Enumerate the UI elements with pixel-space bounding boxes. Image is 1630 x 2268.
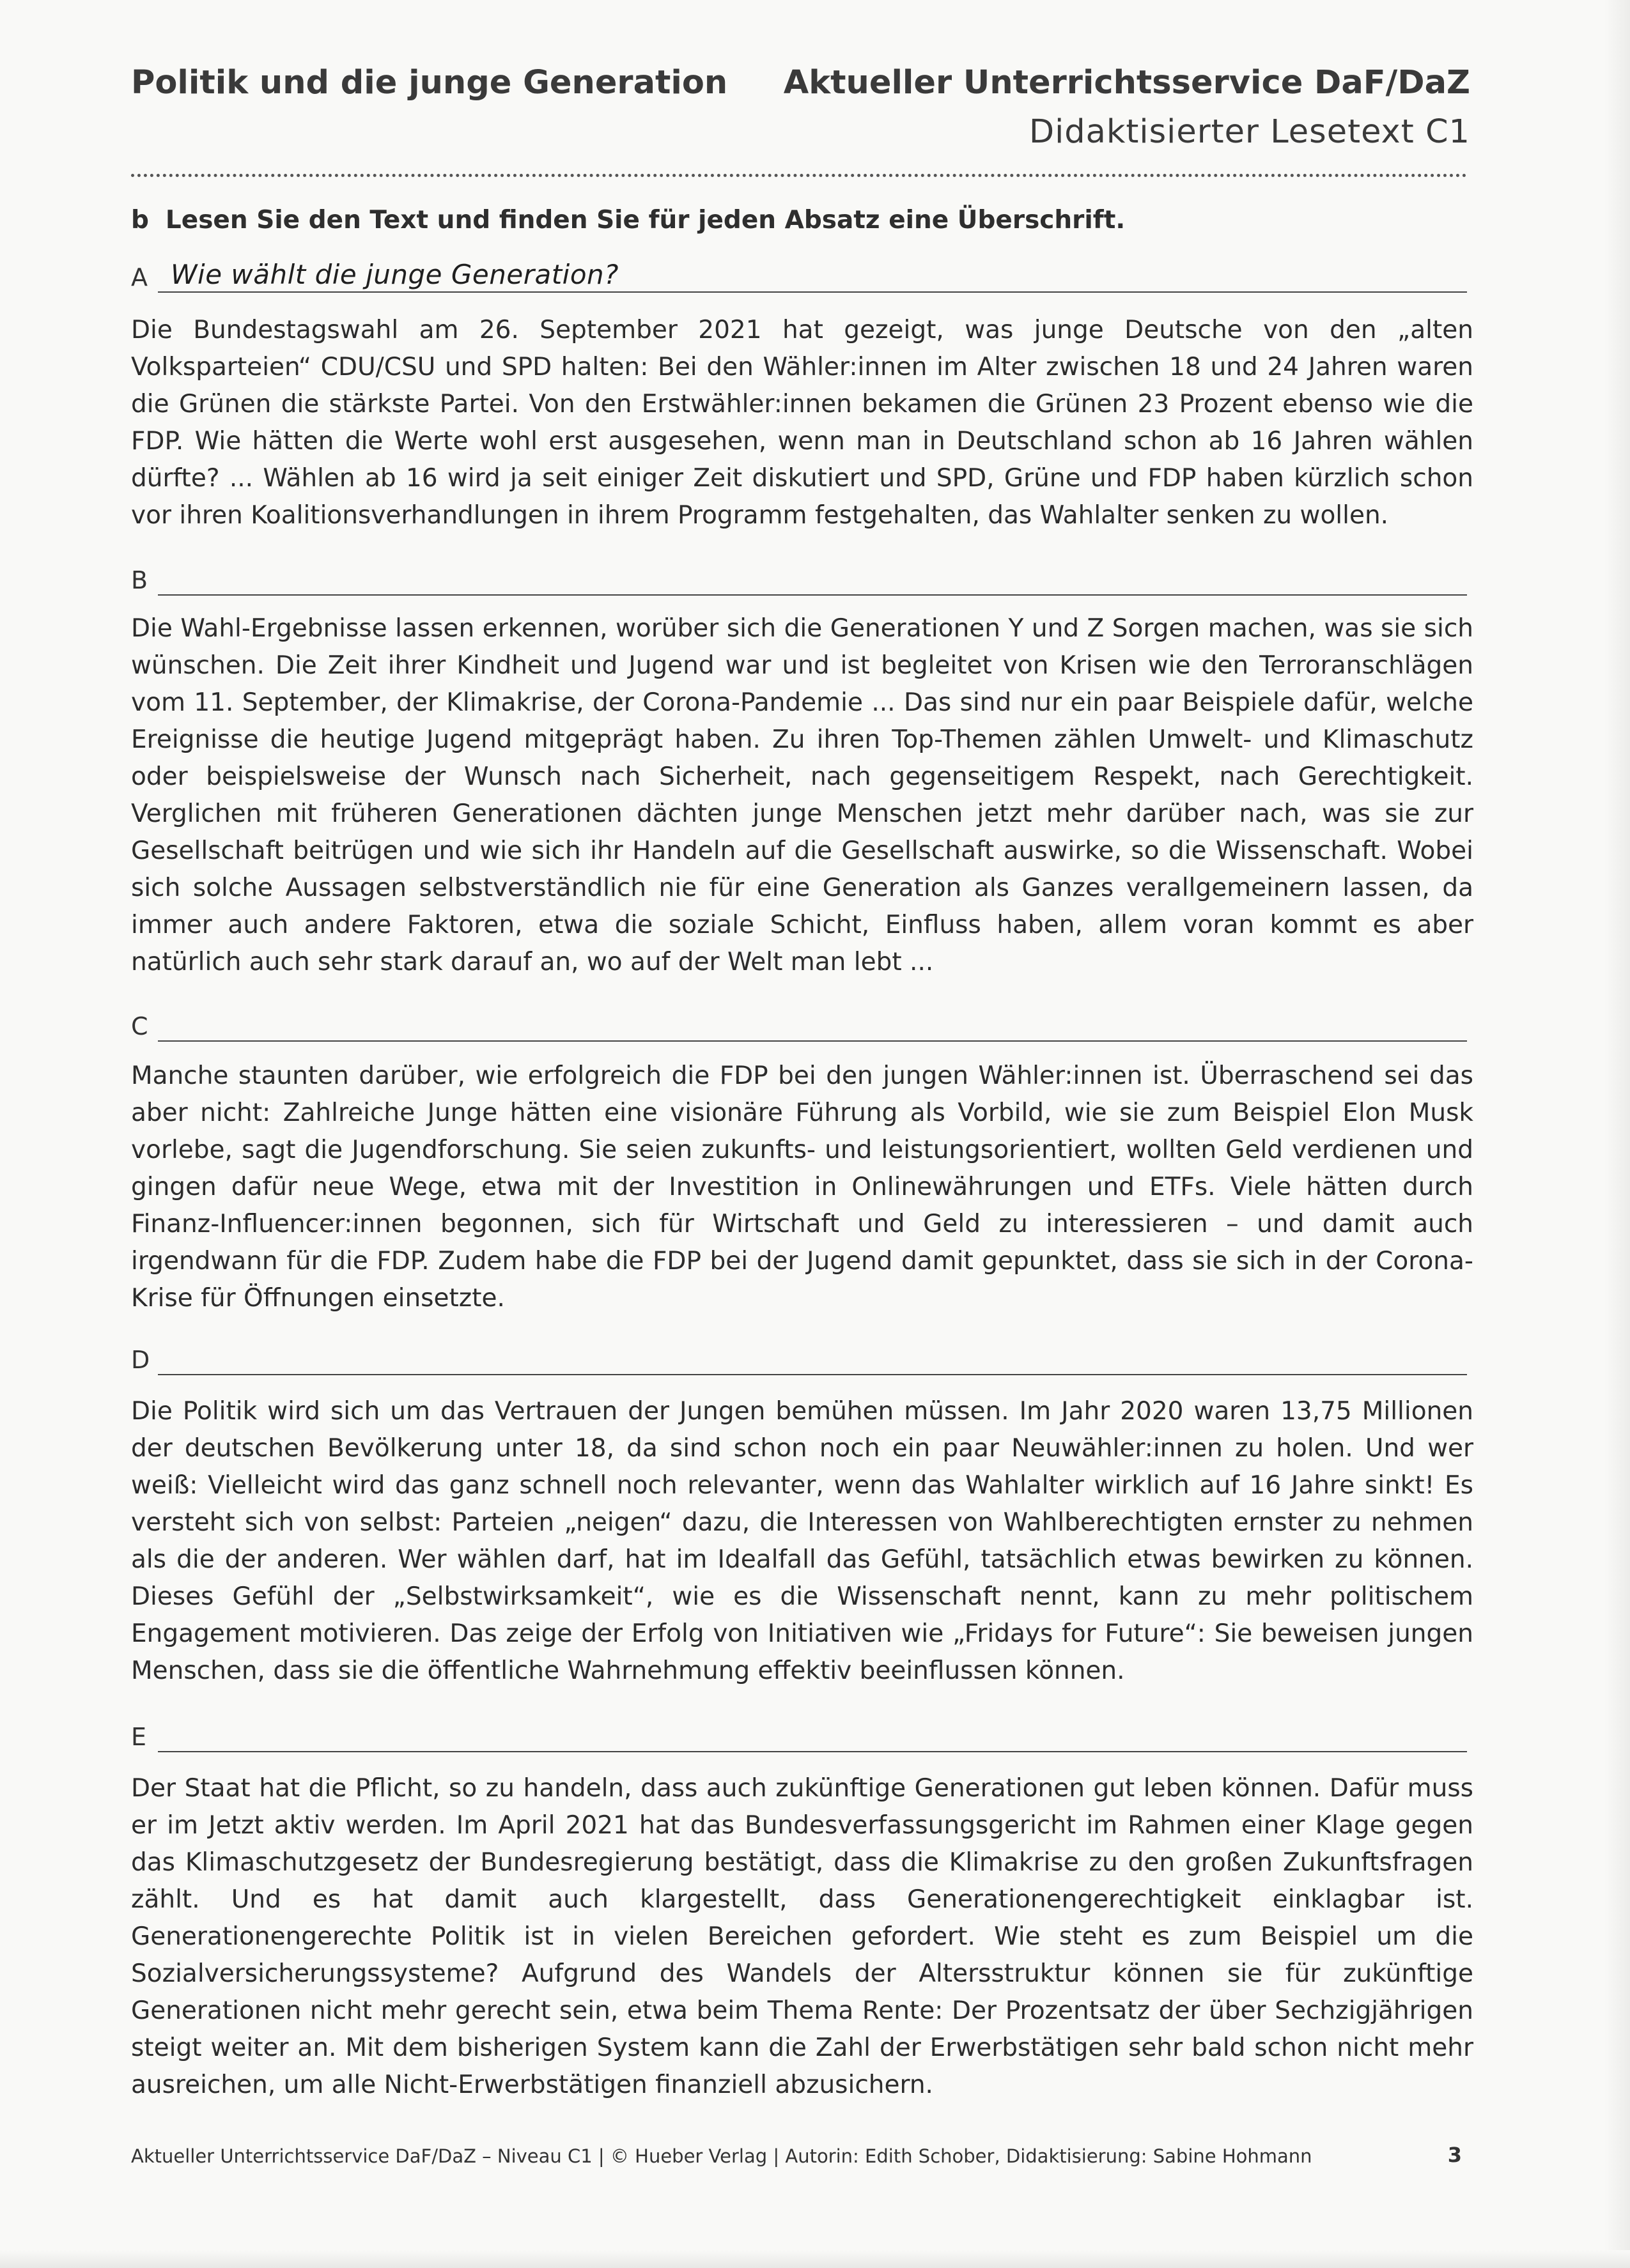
heading-line-d (131, 1337, 1467, 1375)
task-text: Lesen Sie den Text und finden Sie für jeden Absatz eine Überschrift. (165, 206, 1126, 235)
paragraph-c: Manche staunten darüber, wie erfolgreich die FDP bei den jungen Wähler:innen ist. Überraschend sei das aber nicht: Zahlreiche Junge hätten eine visionäre Führung als Vorbild, wie sie zum Beispiel Elon Musk vorlebe, sagt die Jugendforschung. Sie seien zukunfts- und leistungsorientiert, wollten Geld verdienen und gingen dafür neue Wege, etwa mit der Investition in Onlinewährungen und ETFs. Viele hätten durch Finanz-Influencer:innen begonnen, sich für Wirtschaft und Geld zu interessieren – und damit auch irgendwann für die FDP. Zudem habe die FDP bei der Jugend damit gepunktet, dass sie sich in der Corona-Krise für Öffnungen einsetzte. (131, 1061, 1473, 1313)
scan-edge-bottom (0, 2250, 1630, 2268)
header-right (784, 64, 1470, 151)
heading-line-c (131, 1003, 1467, 1042)
footer-credits: Aktueller Unterrichtsservice DaF/DaZ – Niveau C1 | © Hueber Verlag | Autorin: Edith Schober, Didaktisierung: Sabine Hohmann (131, 2145, 1312, 2167)
page-number: 3 (1447, 2143, 1462, 2167)
header-divider (131, 174, 1467, 177)
heading-answer-field-c[interactable] (158, 1005, 1467, 1042)
heading-answer-field-a[interactable] (158, 256, 1467, 293)
task-letter: b (131, 206, 149, 235)
heading-answer-field-e[interactable] (158, 1715, 1467, 1752)
section-letter-b: B (131, 566, 148, 594)
heading-line-b (131, 557, 1467, 596)
section-letter-d: D (131, 1346, 150, 1374)
paragraph-d: Die Politik wird sich um das Vertrauen der Jungen bemühen müssen. Im Jahr 2020 waren 13,75 Millionen der deutschen Bevölkerung unter 18, da sind schon noch ein paar Neuwähler:innen zu holen. Und wer weiß: Vielleicht wird das ganz schnell noch relevanter, wenn das Wahlalter wirklich auf 16 Jahre sinkt! Es versteht sich von selbst: Parteien „neigen“ dazu, die Interessen von Wahlberechtigten ernster zu nehmen als die der anderen. Wer wählen darf, hat im Idealfall das Gefühl, tatsächlich etwas bewirken zu können. Dieses Gefühl der „Selbstwirksamkeit“, wie es die Wissenschaft nennt, kann zu mehr politischem Engagement motivieren. Das zeige der Erfolg von Initiativen wie „Fridays for Future“: Sie beweisen jungen Menschen, dass sie die öffentliche Wahrnehmung effektiv beeinflussen können. (131, 1397, 1473, 1685)
section-letter-c: C (131, 1012, 148, 1040)
heading-line-e (131, 1714, 1467, 1752)
scan-edge-right (1604, 0, 1630, 2268)
task-instruction (131, 206, 1125, 235)
section-letter-e: E (131, 1723, 147, 1751)
paragraph-e: Der Staat hat die Pflicht, so zu handeln, dass auch zukünftige Generationen gut leben können. Dafür muss er im Jetzt aktiv werden. Im April 2021 hat das Bundesverfassungsgericht im Rahmen einer Klage gegen das Klimaschutzgesetz der Bundesregierung bestätigt, dass die Klimakrise zu den großen Zukunftsfragen zählt. Und es hat damit auch klargestellt, dass Generationengerechtigkeit einklagbar ist. Generationengerechte Politik ist in vielen Bereichen gefordert. Wie steht es zum Beispiel um die Sozialversicherungssysteme? Aufgrund des Wandels der Altersstruktur können sie für zukünftige Generationen nicht mehr gerecht sein, etwa beim Thema Rente: Der Prozentsatz der über Sechzigjährigen steigt weiter an. Mit dem bisherigen System kann die Zahl der Erwerbstätigen sehr bald schon nicht mehr ausreichen, um alle Nicht-Erwerbstätigen finanziell abzusichern. (131, 1774, 1473, 2099)
header-material-type: Didaktisierter Lesetext C1 (1028, 113, 1470, 151)
header-topic: Politik und die junge Generation (131, 64, 728, 102)
heading-answer-field-d[interactable] (158, 1338, 1467, 1375)
section-letter-a: A (131, 263, 148, 291)
paragraph-a: Die Bundestagswahl am 26. September 2021 hat gezeigt, was junge Deutsche von den „alten Volksparteien“ CDU/CSU und SPD halten: Bei den Wähler:innen im Alter zwischen 18 und 24 Jahren waren die Grünen die stärkste Partei. Von den Erstwähler:innen bekamen die Grünen 23 Prozent ebenso wie die FDP. Wie hätten die Werte wohl erst ausgesehen, wenn man in Deutschland schon ab 16 Jahren wählen dürfte? ... Wählen ab 16 wird ja seit einiger Zeit diskutiert und SPD, Grüne und FDP haben kürzlich schon vor ihren Koalitionsverhandlungen in ihrem Programm festgehalten, das Wahlalter senken zu wollen. (131, 316, 1473, 530)
handwritten-answer-a: Wie wählt die junge Generation? (171, 259, 619, 290)
header-series: Aktueller Unterrichtsservice DaF/DaZ (783, 64, 1470, 102)
paragraph-b: Die Wahl-Ergebnisse lassen erkennen, worüber sich die Generationen Y und Z Sorgen machen, was sie sich wünschen. Die Zeit ihrer Kindheit und Jugend war und ist begleitet von Krisen wie den Terroranschlägen vom 11. September, der Klimakrise, der Corona-Pandemie ... Das sind nur ein paar Beispiele dafür, welche Ereignisse die heutige Jugend mitgeprägt haben. Zu ihren Top-Themen zählen Umwelt- und Klimaschutz oder beispielsweise der Wunsch nach Sicherheit, nach gegenseitigem Respekt, nach Gerechtigkeit. Verglichen mit früheren Generationen dächten junge Menschen jetzt mehr darüber nach, was sie zur Gesellschaft beitrügen und wie sich ihr Handeln auf die Gesellschaft auswirke, so die Wissenschaft. Wobei sich solche Aussagen selbstverständlich nie für eine Generation als Ganzes verallgemeinern lassen, da immer auch andere Faktoren, etwa die soziale Schicht, Einfluss haben, allem voran kommt es aber natürlich auch sehr stark darauf an, wo auf der Welt man lebt ... (131, 614, 1473, 976)
heading-answer-field-b[interactable] (158, 559, 1467, 596)
heading-line-a (131, 254, 1467, 293)
